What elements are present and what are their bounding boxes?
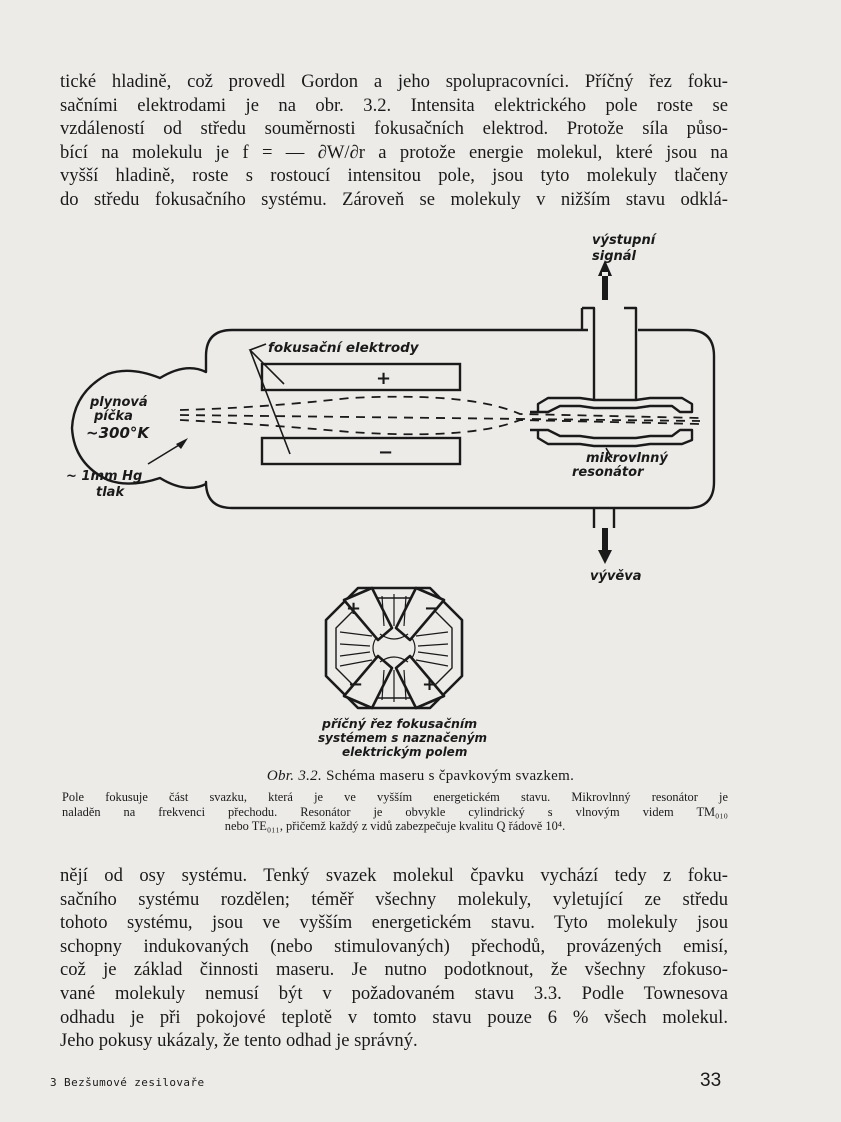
label-source-2: píčka <box>94 409 133 424</box>
label-cross-2: systémem s naznačeným <box>318 731 488 745</box>
vacuum-chamber-outline <box>72 330 714 508</box>
caption-line: naladěn na frekvenci přechodu. Resonátor je obvykle cylindrický s vlnovým videm TM₀₁₀ <box>62 804 728 819</box>
text-line: vyšší hladině, roste s rostoucí intensitou pole, jsou tyto molekuly tlačeny <box>60 165 728 187</box>
label-source-3: ~300°K <box>86 424 150 442</box>
label-plus: + <box>376 368 392 389</box>
caption-line: Pole fokusuje část svazku, která je ve vyšším energetickém stavu. Mikrovlnný resonátor je <box>62 790 728 804</box>
pole-label-minus-bl: − <box>348 674 364 695</box>
label-resonator-1: mikrovlnný <box>586 451 668 466</box>
output-waveguide <box>582 308 636 400</box>
text-line: sačními elektrodami je na obr. 3.2. Intensita elektrického pole roste se <box>60 94 728 116</box>
label-cross-1: příčný řez fokusačním <box>322 716 478 731</box>
label-pump: vývěva <box>590 569 642 584</box>
arrow-up-icon <box>598 260 612 300</box>
beam-lower <box>180 420 700 434</box>
arrow-source-icon <box>176 438 188 449</box>
text-line: což je základ činnosti maseru. Je nutno podotknout, že všechny zfokuso- <box>60 959 728 981</box>
label-pressure-2: tlak <box>96 485 125 500</box>
text-line: schopny indukovaných (nebo stimulovaných) přechodů, provázených emisí, <box>60 935 728 957</box>
body-paragraph-top <box>60 70 728 212</box>
figure-caption-title <box>0 768 841 785</box>
pole-label-plus-tl: + <box>346 598 362 619</box>
caption-line: nebo TE₀₁₁, přičemž každý z vidů zabezpečuje kvalitu Q řádově 10⁴. <box>224 819 566 834</box>
figure-caption-label: Obr. 3.2. <box>266 768 323 784</box>
electrode-negative <box>262 438 460 464</box>
body-paragraph-bottom <box>60 864 728 1053</box>
figure-caption-body <box>62 790 728 834</box>
electrode-positive <box>262 364 460 390</box>
text-line: odhadu je při pokojové teplotě v tomto stavu pouze 6 % všech molekul. <box>60 1006 728 1028</box>
resonator-top <box>530 398 692 412</box>
label-source-1: plynová <box>90 395 148 410</box>
arrow-down-icon <box>598 528 612 564</box>
label-output-signal-1: výstupní <box>592 233 656 248</box>
footer-signature: 3 Bezšumové zesilovaře <box>50 1076 205 1089</box>
text-line: nějí od osy systému. Tenký svazek molekul čpavku vychází tedy z foku- <box>60 865 728 886</box>
label-focusing-electrodes: fokusační elektrody <box>268 340 419 356</box>
label-output-signal-2: signál <box>592 249 636 264</box>
figure-caption-title-text: Schéma maseru s čpavkovým svazkem. <box>326 768 575 784</box>
beam-axis <box>180 415 700 421</box>
label-resonator-2: resonátor <box>572 465 644 480</box>
text-line: vzdáleností od středu souměrnosti fokusačních elektrod. Protože síla půso- <box>60 118 728 140</box>
label-cross-3: elektrickým polem <box>342 745 468 759</box>
text-line: sačního systému rozdělen; téměř všechny molekuly, vyletující ze středu <box>60 888 728 910</box>
page-number: 33 <box>700 1070 722 1091</box>
text-line: tické hladině, což provedl Gordon a jeho spolupracovníci. Příčný řez foku- <box>60 71 728 92</box>
text-line: vané molekuly nemusí být v požadovaném stavu 3.3. Podle Townesova <box>60 982 728 1004</box>
pole-label-plus-br: + <box>422 674 438 695</box>
label-minus: − <box>378 442 394 463</box>
text-line: tohoto systému, jsou ve vyšším energetickém stavu. Tyto molekuly jsou <box>60 912 728 934</box>
maser-schematic-figure <box>0 215 841 775</box>
text-line: Jeho pokusy ukázaly, že tento odhad je správný. <box>60 1030 418 1052</box>
pump-tube <box>594 508 614 528</box>
resonator-bottom <box>530 430 692 446</box>
label-pressure-1: ~ 1mm Hg <box>66 469 143 484</box>
text-line: bící na molekulu je f = — ∂W/∂r a protože energie molekul, které jsou na <box>60 141 728 163</box>
pole-label-minus-tr: − <box>424 598 440 619</box>
text-line: do středu fokusačního systému. Zároveň se molekuly v nižším stavu odklá- <box>60 188 728 210</box>
